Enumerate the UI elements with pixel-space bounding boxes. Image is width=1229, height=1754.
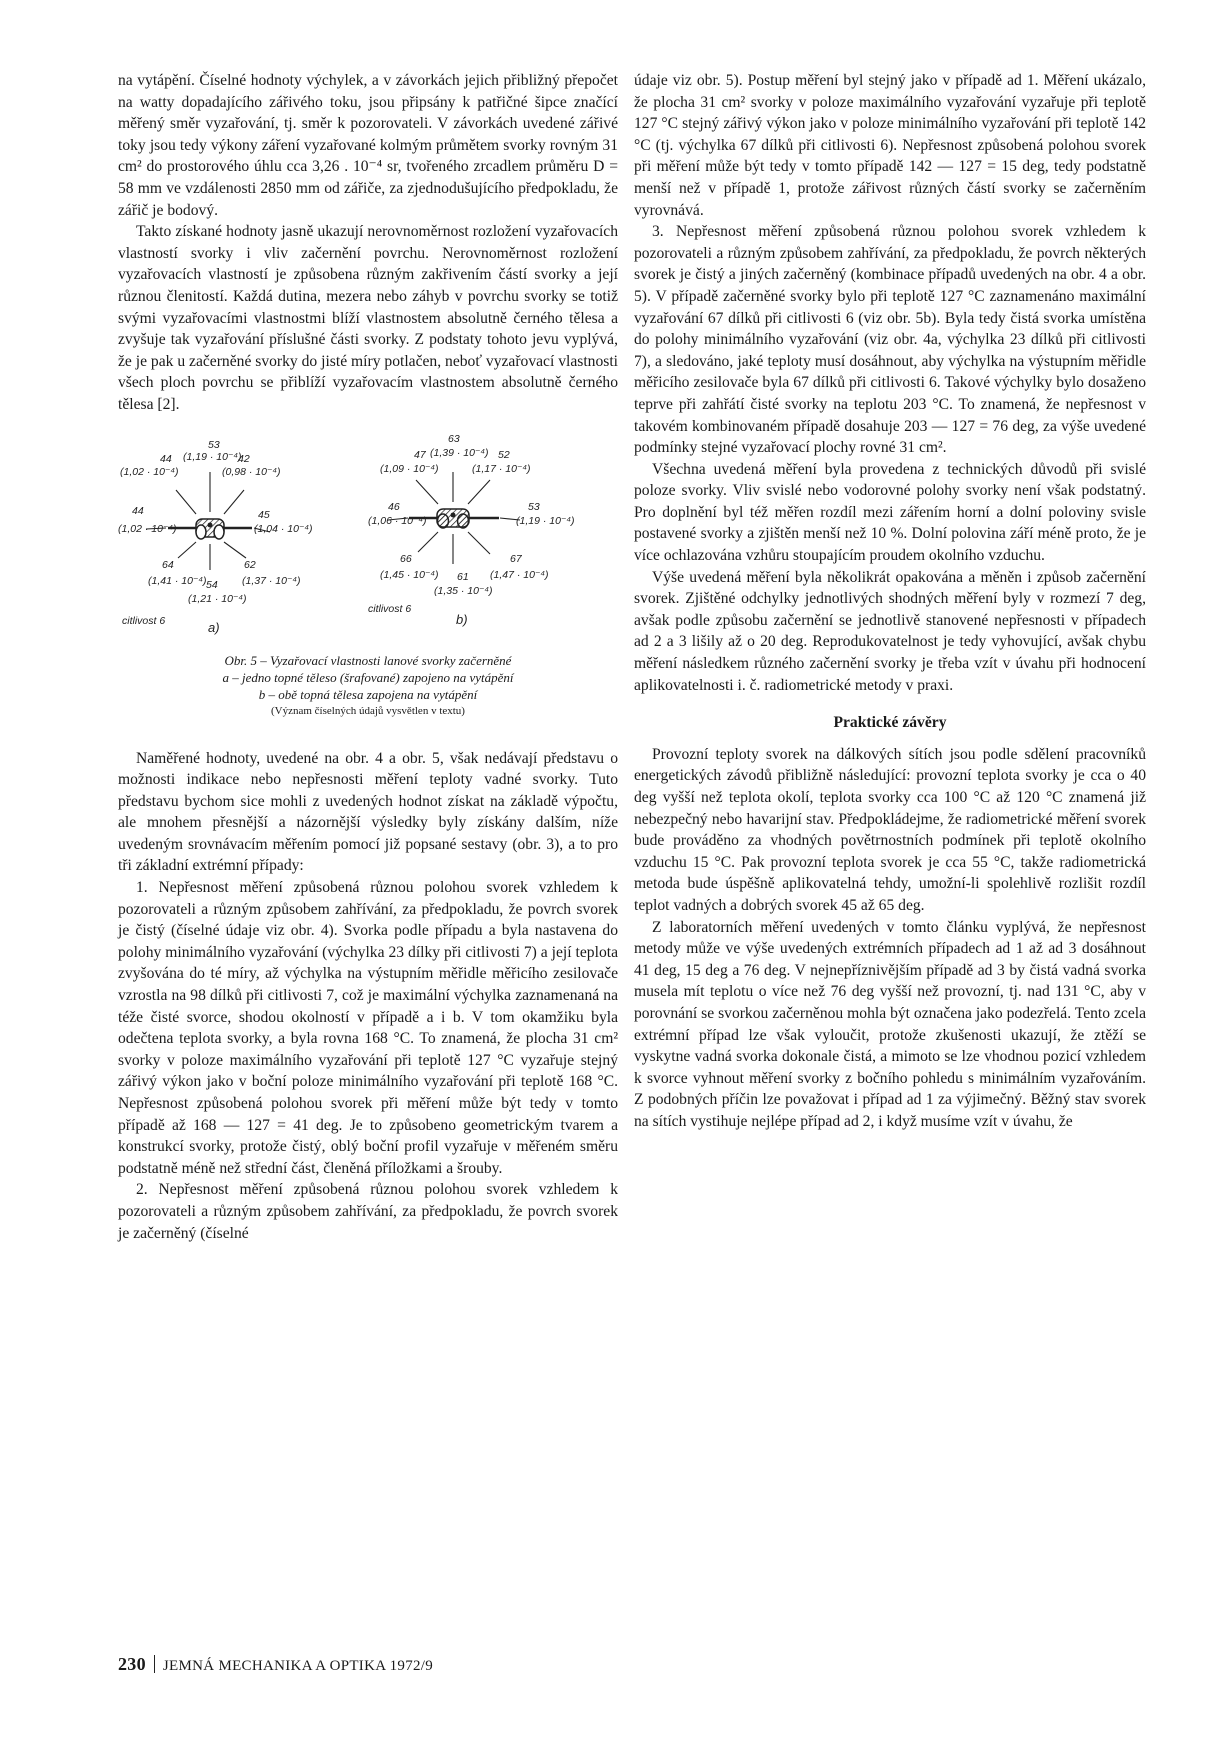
journal-name: JEMNÁ MECHANIKA A OPTIKA 1972/9 xyxy=(162,1658,434,1674)
paragraph: Výše uvedená měření byla několikrát opakována a měněn i způsob začernění svorek. Zjištěné odchylky jednotlivých shodných měření byly v rozmezí 7 deg, avšak podle způsobu začernění se jednotlivě stanovené nepřesnosti v případech ad 2 a 3 lišily až o 20 deg. Reprodukovatelnost je tedy vyhovující, avšak chybu měření následkem různého začernění svorky je třeba vzít v úvahu při hodnocení aplikovatelnosti i. č. radiometrické metody v praxi. xyxy=(634,568,1146,694)
caption-note: (Význam číselných údajů vysvětlen v textu) xyxy=(271,704,465,717)
b-ur-flux: (1,17 · 10⁻⁴) xyxy=(472,462,531,475)
a-ul-flux: (1,02 · 10⁻⁴) xyxy=(120,465,179,478)
paragraph: Naměřené hodnoty, uvedené na obr. 4 a obr. 5, však nedávají představu o možnosti indikace nebo nepřesnosti měření teploty vadné svorky. Tuto představu bychom sice mohli z uvedených hodnot získat na základě výpočtu, ale mnohem přesnější a názornější výsledky byly získány dalším, níže uvedeným srovnávacím měřením pomocí již popsané sestavy (obr. 3), a to pro tři základní extrémní případy: xyxy=(118,749,618,875)
a-ll-value: 64 xyxy=(162,558,174,571)
section-heading: Praktické závěry xyxy=(833,714,947,732)
a-lr-value: 62 xyxy=(244,558,256,571)
a-top-flux: (1,19 · 10⁻⁴) xyxy=(183,450,242,463)
b-bottom-flux: (1,35 · 10⁻⁴) xyxy=(434,584,493,597)
b-right-value: 53 xyxy=(528,500,540,513)
b-ul-value: 47 xyxy=(414,448,426,461)
paragraph: Všechna uvedená měření byla provedena z technických důvodů při svislé poloze svorky. Vliv svislé nebo vodorovné polohy svorky není však podstatný. Pro doplnění byl též měřen rozdíl mezi zářením horní a dolní poloviny svisle postavené svorky a zjištěn menší než 10 %. Dolní polovina září méně proto, že je více ochlazována vzhůru stoupajícím proudem okolního vzduchu. xyxy=(634,460,1146,565)
b-top-value: 63 xyxy=(448,432,460,445)
paragraph: na vytápění. Číselné hodnoty výchylek, a v závorkách jejich přibližný přepočet na watty dopadajícího zářivého toku, jsou připsány k patřičné šipce značící měřený směr vyzařování, tj. směr k pozorovateli. V závorkách uvedené zářivé toky jsou tedy výkony záření vyzařované kolmým průmětem svorky rovným 31 cm² do prostorového úhlu cca 3,26 . 10⁻⁴ sr, tvořeného zrcadlem průměru D = 58 mm ve vzdálenosti 2850 mm od zářiče, za zjednodušujícího předpokladu, že zářič je bodový. xyxy=(118,72,618,219)
b-ll-flux: (1,45 · 10⁻⁴) xyxy=(380,568,439,581)
b-ul-flux: (1,09 · 10⁻⁴) xyxy=(380,462,439,475)
paragraph: Takto získané hodnoty jasně ukazují nerovnoměrnost rozložení vyzařovacích vlastností svorky i vliv začernění povrchu. Nerovnoměrnost rozložení vyzařovacích vlastností je způsobena různým zakřivením částí svorky a její různou členitostí. Každá dutina, mezera nebo záhyb v povrchu svorky se totiž svými vyzařovacími vlastnostmi blíží vlastnostem absolutně černého tělesa a zvyšuje tak vyzařování příslušné části svorky. Z podstaty tohoto jevu vyplývá, že je pak u začerněné svorky do jisté míry potlačen, neboť vyzařovací vlastnosti všech ploch povrchu se přiblíží vyzařovacím vlastnostem absolutně černého tělesa [2]. xyxy=(118,223,618,413)
paragraph: Z laboratorních měření uvedených v tomto článku vyplývá, že nepřesnost metody může ve výše uvedených extrémních případech ad 1 až ad 3 dosáhnout 41 deg, 15 deg a 76 deg. V nejnepříznivějším případě ad 3 by čistá vadná svorka musela mít teplotu o více než 76 deg vyšší než provozní, tj. nad 131 °C, aby v porovnání se svorkou začerněnou mohla být označena jako podezřelá. Tento zcela extrémní případ lze však vyloučit, protože zkušenosti ukazují, že ztěží se vyskytne vadná svorka dokonale čistá, a mimoto se lze vhodnou pozicí vzhledem k svorce vyhnout měření svorky z bočního pohledu s minimálním vyzařováním. Z podobných příčin lze považovat i případ ad 1 za výjimečný. Běžný stav svorek na sítích vystihuje nejlépe případ ad 2, i když musíme vzít v úvahu, že xyxy=(634,918,1146,1130)
b-ll-value: 66 xyxy=(400,552,412,565)
figure-caption xyxy=(118,652,618,720)
a-left-flux: (1,02 · 10⁻⁴) xyxy=(118,522,177,535)
right-column xyxy=(634,70,1146,1133)
b-right-flux: (1,19 · 10⁻⁴) xyxy=(516,514,575,527)
b-ur-value: 52 xyxy=(498,448,510,461)
b-left-flux: (1,06 · 10⁻⁴) xyxy=(368,514,427,527)
b-top-flux: (1,39 · 10⁻⁴) xyxy=(430,446,489,459)
paragraph: 3. Nepřesnost měření způsobená různou polohou svorek vzhledem k pozorovateli a různým způsobem zahřívání, za předpokladu, že povrch některých svorek je čistý a jiných začerněný (kombinace případů uvedených na obr. 4 a obr. 5). V případě začerněné svorky bylo při teplotě 127 °C zaznamenáno maximální vyzařování 67 dílků při citlivosti 6 (viz obr. 5b). Byla tedy čistá svorka umístěna do polohy minimálního vyzařování (viz obr. 4a, výchylka 23 dílků při citlivosti 7), a sledováno, jaké teploty musí dosáhnout, aby výchylka na výstupním měřidle měřicího zesilovače byla 67 dílků při citlivosti 6. Takové výchylky bylo dosaženo teprve při zahřátí čisté svorky na teplotu 203 °C. To znamená, že nepřesnost v takovém kombinovaném případě dosahuje 203 — 127 = 76 deg, za výše uvedené podmínky stejné vyzařovací plochy rovné 31 cm². xyxy=(634,223,1146,457)
page-number: 230 xyxy=(118,1654,146,1674)
b-left-value: 46 xyxy=(388,500,400,513)
caption-line: a – jedno topné těleso (šrafované) zapojeno na vytápění xyxy=(222,669,514,685)
footer-divider xyxy=(154,1655,155,1673)
a-bottom-flux: (1,21 · 10⁻⁴) xyxy=(188,592,247,605)
a-right-value: 45 xyxy=(258,508,270,521)
a-top-value: 53 xyxy=(208,438,220,451)
a-ur-value: 42 xyxy=(238,452,250,465)
a-bottom-value: 54 xyxy=(206,578,218,591)
a-lr-flux: (1,37 · 10⁻⁴) xyxy=(242,574,301,587)
left-column xyxy=(118,70,618,1244)
b-lr-value: 67 xyxy=(510,552,522,565)
panel-a-clamp xyxy=(168,519,252,539)
b-label: b) xyxy=(456,611,468,627)
caption-line: Obr. 5 – Vyzařovací vlastnosti lanové svorky začerněné xyxy=(224,652,512,668)
a-ur-flux: (0,98 · 10⁻⁴) xyxy=(222,465,281,478)
a-right-flux: (1,04 · 10⁻⁴) xyxy=(254,522,313,535)
paragraph: 2. Nepřesnost měření způsobená různou polohou svorek vzhledem k pozorovateli a různým způsobem zahřívání, za předpokladu, že povrch svorek je začerněný (číselné xyxy=(118,1181,618,1242)
figure-5 xyxy=(118,430,618,730)
a-sensitivity: citlivost 6 xyxy=(122,614,166,627)
a-label: a) xyxy=(208,619,220,635)
radiation-diagram xyxy=(118,430,618,645)
paragraph: Provozní teploty svorek na dálkových sítích jsou podle sdělení pracovníků energetických závodů přibližně následující: provozní teplota svorky je cca o 40 deg vyšší než teplota okolí, teplota svorky cca 100 °C až 120 °C znamená již nebezpečný nebo havarijní stav. Předpokládejme, že radiometrické měření svorek bude prováděno za vhodných povětrnostních podmínek při teplotě okolního vzduchu 15 °C. Pak provozní teplota svorek je cca 55 °C, takže radiometrická metoda bude úspěšně aplikovatelná tehdy, umožní-li spolehlivě rozlišit rozdíl teplot vadných a dobrých svorek 45 až 65 deg. xyxy=(634,745,1146,914)
paragraph: údaje viz obr. 5). Postup měření byl stejný jako v případě ad 1. Měření ukázalo, že plocha 31 cm² svorky v poloze maximálního vyzařování vyzařuje při teplotě 127 °C stejný zářivý výkon jako v poloze minimálního vyzařování při teplotě 142 °C (tj. výchylka 67 dílků při citlivosti 6). Nepřesnost způsobená polohou svorek při měření může být tedy v tomto případě 142 — 127 = 15 deg, tedy podstatně menší než v případě 1, protože zářivost různých částí svorky se začerněním vyrovnává. xyxy=(634,72,1146,219)
paragraph: 1. Nepřesnost měření způsobená různou polohou svorek vzhledem k pozorovateli a různým způsobem zahřívání, za předpokladu, že povrch svorek je čistý (číselné údaje viz obr. 4). Svorka podle případu a byla nastavena do polohy minimálního vyzařování (výchylka 23 dílky při citlivosti 7) a její teplota zvyšována do té míry, až výchylka na výstupním měřidle měřicího zesilovače vzrostla na 98 dílků při citlivosti 7, což je maximální výchylka zaznamenaná na téže čisté svorce, shodou okolností v případě a i b. V tom okamžiku byla odečtena teplota svorky, a byla rovna 168 °C. To znamená, že plocha 31 cm² svorky v poloze maximálního vyzařování při teplotě 127 °C vyzařuje stejný zářivý výkon jako v boční poloze minimálního vyzařování při teplotě 168 °C. Nepřesnost způsobená polohou svorek při měření může být tedy v tomto případě až 168 — 127 = 41 deg. Je to způsobeno geometrickým tvarem a konstrukcí svorky, protože čistý, oblý boční profil vyzařuje v měřeném směru podstatně méně než střední část, členěná příložkami a šrouby. xyxy=(118,879,618,1177)
b-lr-flux: (1,47 · 10⁻⁴) xyxy=(490,568,549,581)
caption-line: b – obě topná tělesa zapojena na vytápění xyxy=(258,686,478,702)
a-ll-flux: (1,41 · 10⁻⁴) xyxy=(148,574,207,587)
page-footer xyxy=(118,1654,433,1675)
a-left-value: 44 xyxy=(132,504,144,517)
b-sensitivity: citlivost 6 xyxy=(368,602,412,615)
b-bottom-value: 61 xyxy=(457,570,469,583)
a-ul-value: 44 xyxy=(160,452,172,465)
